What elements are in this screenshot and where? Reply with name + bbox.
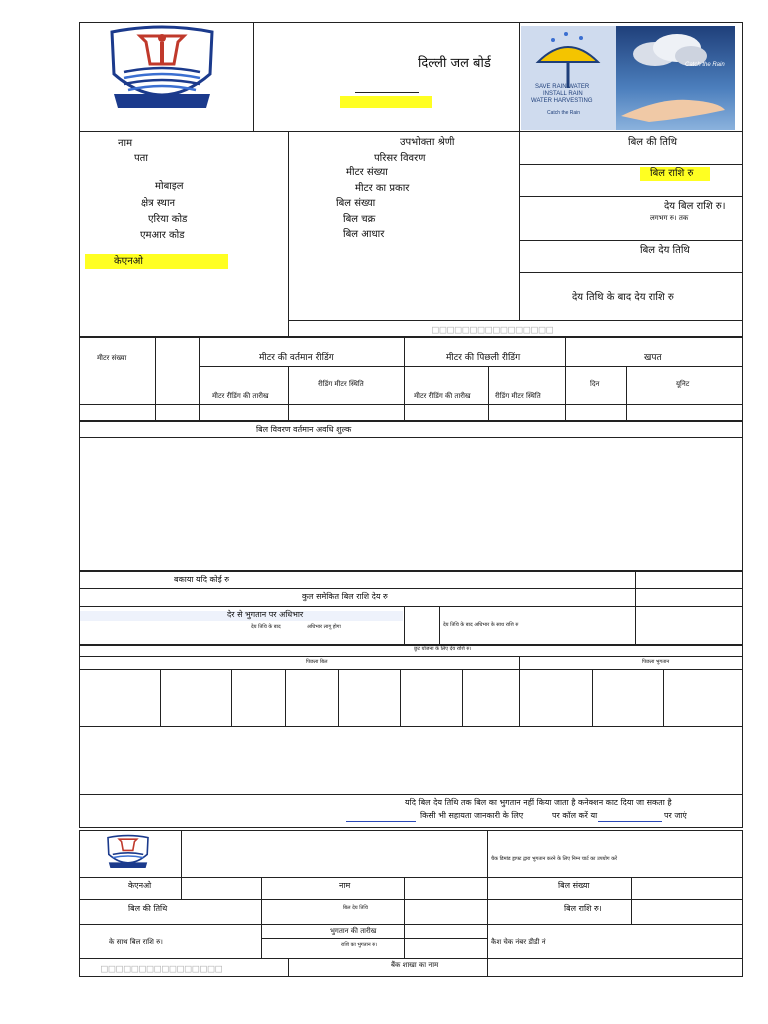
consumer-area-code-label: एरिया कोड: [148, 214, 188, 225]
th-previous-reading: मीटर की पिछली रीडिंग: [446, 353, 521, 363]
divider: [565, 337, 566, 421]
slip-bill-amount-label: बिल राशि रु।: [564, 904, 602, 913]
underline: [355, 92, 419, 93]
divider: [439, 606, 440, 645]
th-cur-status: रीडिंग मीटर स्थिति: [318, 380, 364, 388]
th-consumption: खपत: [644, 353, 662, 363]
divider: [288, 320, 743, 321]
divider: [181, 877, 182, 899]
divider: [487, 830, 488, 877]
bill-detail-title: बिल विवरण वर्तमान अवधि शुल्क: [256, 425, 352, 434]
payable-amount-label: देय बिल राशि रु।: [664, 201, 726, 212]
divider: [404, 877, 405, 958]
total-payable-label: कुल समेकित बिल राशि देय रु: [302, 592, 388, 601]
divider: [160, 669, 161, 727]
notice-line2-b: पर कॉल करें या: [552, 811, 598, 820]
consumer-mobile-label: मोबाइल: [155, 181, 184, 192]
payment-slip: [79, 830, 743, 977]
consumer-address-label: पता: [134, 153, 148, 164]
divider: [155, 337, 156, 421]
th-current-reading: मीटर की वर्तमान रीडिंग: [259, 353, 334, 363]
bill-detail-section: [79, 421, 743, 571]
divider: [79, 404, 743, 405]
poster-line2: INSTALL RAIN: [543, 91, 583, 97]
divider: [519, 272, 743, 273]
divider: [231, 669, 232, 727]
slip-cheque-label: कैश चेक नंबर डीडी नं: [491, 938, 546, 946]
notice-line2-c: पर जाएं: [664, 811, 687, 820]
divider: [519, 22, 520, 132]
divider: [404, 337, 405, 421]
djb-slip-logo-icon: [104, 833, 152, 871]
slip-name-label: नाम: [339, 881, 351, 890]
total-row: [79, 588, 743, 607]
divider: [261, 877, 262, 958]
blank-section: [79, 726, 743, 795]
notice-line2-a: किसी भी सहायता जानकारी के लिए: [420, 811, 524, 820]
notice-blank-1: [346, 821, 416, 822]
slip-bank-label: बैंक शाखा का नाम: [391, 961, 439, 969]
divider: [626, 366, 627, 421]
org-title: दिल्ली जल बोर्ड: [418, 56, 491, 71]
divider: [79, 437, 743, 438]
slip-bill-due-label: बिल देय तिथि: [343, 905, 368, 911]
divider: [285, 669, 286, 727]
previous-grid: [79, 669, 743, 727]
divider: [519, 240, 743, 241]
divider: [79, 877, 743, 878]
previous-bill-label: पिछला बिल: [306, 659, 328, 665]
amount-with-surcharge-label: देय तिथि के बाद अधिभार के साथ राशि रु: [443, 622, 519, 628]
bill-basis-label: बिल आधार: [343, 229, 385, 240]
slip-amount-with-label: के साथ बिल राशि रु।: [109, 938, 163, 946]
th-units: यूनिट: [676, 380, 690, 388]
divider: [519, 131, 520, 320]
divider: [79, 924, 743, 925]
divider: [487, 877, 488, 977]
late-payment-title: देर से भुगतान पर अधिभार: [227, 610, 304, 619]
divider: [253, 22, 254, 132]
divider: [663, 669, 664, 727]
rebate-label: छूट योजना के लिए देय राशि रु।: [414, 646, 472, 652]
th-prev-status: रीडिंग मीटर स्थिति: [495, 392, 541, 400]
poster-line1: SAVE RAIN WATER: [535, 84, 590, 90]
divider: [261, 938, 487, 939]
due-date-label: बिल देय तिथि: [640, 245, 690, 256]
divider: [79, 958, 743, 959]
divider: [519, 669, 520, 727]
kno-highlight: [85, 254, 228, 269]
divider: [519, 196, 743, 197]
late-surcharge-label: अधिभार लागू होगा: [307, 624, 341, 630]
bill-date-label: बिल की तिथि: [628, 137, 677, 148]
hands-icon: [619, 88, 729, 124]
divider: [592, 669, 593, 727]
slip-payment-date-label: भुगतान की तारीख: [330, 927, 377, 935]
divider: [288, 958, 289, 977]
late-after-due-label: देय तिथि के बाद: [251, 624, 281, 630]
previous-payment-label: पिछला भुगतान: [642, 659, 670, 665]
umbrella-icon: [533, 32, 603, 92]
divider: [404, 606, 405, 645]
slip-placeholder-boxes: □□□□□□□□□□□□□□□□: [101, 962, 223, 975]
consumer-kno-label: केएनओ: [114, 256, 143, 267]
divider: [338, 669, 339, 727]
bill-amount-label: बिल राशि रु: [650, 168, 694, 179]
divider: [199, 337, 200, 421]
meter-no-label: मीटर संख्या: [346, 167, 388, 178]
meter-type-label: मीटर का प्रकार: [355, 183, 410, 194]
poster-sub: Catch the Rain: [547, 110, 581, 116]
approx-label: लगभग रु। तक: [650, 214, 689, 222]
slip-bill-date-label: बिल की तिथि: [128, 904, 168, 913]
notice-line1: यदि बिल देय तिथि तक बिल का भुगतान नहीं किया जाता है कनेक्शन काट दिया जा सकता है: [405, 798, 672, 807]
consumer-mr-code-label: एमआर कोड: [140, 230, 185, 241]
divider: [288, 131, 289, 337]
divider: [288, 366, 289, 421]
divider: [519, 164, 743, 165]
divider: [631, 877, 632, 924]
th-meter-no: मीटर संख्या: [97, 354, 127, 362]
arrears-label: बकाया यदि कोई रु: [174, 575, 230, 584]
notice-blank-2: [598, 821, 662, 822]
poster-tagline: Catch the Rain: [685, 62, 725, 68]
divider: [400, 669, 401, 727]
th-cur-date: मीटर रीडिंग की तारीख: [212, 392, 269, 400]
divider: [488, 366, 489, 421]
consumer-name-label: नाम: [118, 138, 133, 149]
slip-amount-paid-label: राशि का भुगतान रु।: [341, 942, 378, 948]
meter-reading-table: [79, 337, 743, 421]
after-due-amount-label: देय तिथि के बाद देय राशि रु: [572, 292, 674, 303]
highlight-field: [340, 96, 432, 108]
premise-label: परिसर विवरण: [374, 153, 426, 164]
divider: [79, 899, 743, 900]
djb-logo-icon: [102, 24, 222, 112]
bill-cycle-label: बिल चक्र: [343, 214, 376, 225]
divider: [199, 366, 743, 367]
slip-kno-label: केएनओ: [128, 881, 152, 890]
cheque-note: चैक डिमांड ड्राफ्ट द्वारा भुगतान करने के लिए निम्न चार्ट का उपयोग करें: [491, 856, 618, 862]
divider: [181, 830, 182, 877]
rain-harvesting-poster: [521, 26, 735, 130]
poster-line3: WATER HARVESTING: [531, 98, 593, 104]
th-prev-date: मीटर रीडिंग की तारीख: [414, 392, 471, 400]
bill-no-label: बिल संख्या: [336, 198, 376, 209]
slip-bill-no-label: बिल संख्या: [558, 881, 590, 890]
consumer-category-label: उपभोक्ता श्रेणी: [400, 137, 455, 148]
placeholder-boxes: □□□□□□□□□□□□□□□□: [432, 323, 554, 336]
consumer-area-label: क्षेत्र स्थान: [141, 198, 176, 209]
divider: [462, 669, 463, 727]
th-days: दिन: [590, 380, 600, 388]
divider: [519, 656, 520, 670]
